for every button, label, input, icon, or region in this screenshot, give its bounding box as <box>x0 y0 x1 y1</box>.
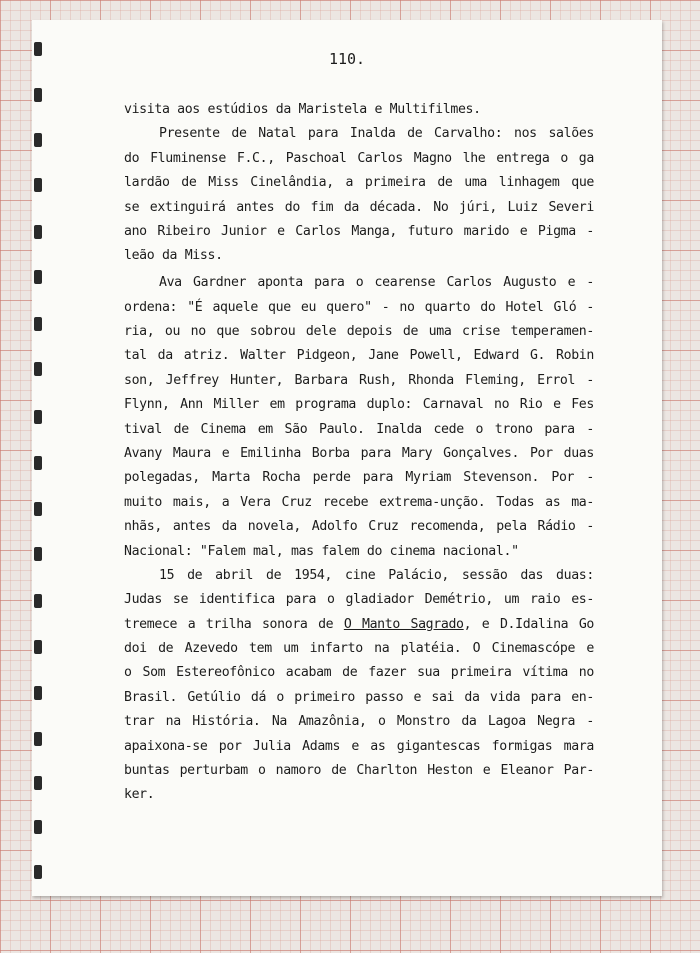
binding-hole <box>34 362 42 376</box>
binding-hole <box>34 776 42 790</box>
text-line: Ava Gardner aponta para o cearense Carlos Augusto e - <box>159 275 594 291</box>
text-line: polegadas, Marta Rocha perde para Myriam Stevenson. Por - <box>124 470 594 486</box>
text-line: visita aos estúdios da Maristela e Multifilmes. <box>124 102 481 117</box>
text-line: Brasil. Getúlio dá o primeiro passo e sai da vida para en- <box>124 689 594 705</box>
text-line: leão da Miss. <box>124 248 223 264</box>
binding-hole <box>34 502 42 516</box>
binding-hole <box>34 410 42 424</box>
text-line: doi de Azevedo tem um infarto na platéia. O Cinemascópe e <box>124 641 594 657</box>
text-line: 15 de abril de 1954, cine Palácio, sessão das duas: <box>159 567 594 583</box>
text-line: apaixona-se por Julia Adams e as gigantescas formigas mara <box>124 738 594 754</box>
text-line: ria, ou no que sobrou dele depois de uma crise temperamen- <box>124 324 594 340</box>
binding-hole <box>34 178 42 192</box>
text-line: Presente de Natal para Inalda de Carvalho: nos salões <box>159 126 594 142</box>
text-line: ker. <box>124 787 155 803</box>
text-line: o Som Estereofônico acabam de fazer sua primeira vítima no <box>124 665 594 681</box>
text-line: ordena: "É aquele que eu quero" - no quarto do Hotel Gló - <box>124 299 594 315</box>
binding-hole <box>34 640 42 654</box>
text-line: tremece a trilha sonora de O Manto Sagrado, e D.Idalina Go <box>124 616 595 632</box>
text-line: Judas se identifica para o gladiador Demétrio, um raio es- <box>124 592 594 608</box>
text-line: se extinguirá antes do fim da década. No júri, Luiz Severi <box>124 199 594 215</box>
text-line: buntas perturbam o namoro de Charlton Heston e Eleanor Par- <box>124 763 594 779</box>
binding-hole <box>34 270 42 284</box>
text-line: ano Ribeiro Junior e Carlos Manga, futuro marido e Pigma - <box>124 223 594 239</box>
typed-page <box>32 20 662 896</box>
text-line: Avany Maura e Emilinha Borba para Mary Gonçalves. Por duas <box>124 445 594 461</box>
text-line: tival de Cinema em São Paulo. Inalda cede o trono para - <box>124 421 594 437</box>
page-text <box>124 98 594 808</box>
text-line: trar na História. Na Amazônia, o Monstro da Lagoa Negra - <box>124 714 594 730</box>
binding-hole <box>34 594 42 608</box>
binding-hole <box>34 732 42 746</box>
binding-hole <box>34 133 42 147</box>
binding-hole <box>34 317 42 331</box>
text-line: Flynn, Ann Miller em programa duplo: Carnaval no Rio e Fes <box>124 397 594 413</box>
text-line: do Fluminense F.C., Paschoal Carlos Magno lhe entrega o ga <box>124 150 594 166</box>
page-number: 110. <box>328 50 366 68</box>
text-line: muito mais, a Vera Cruz recebe extrema-unção. Todas as ma- <box>124 494 594 510</box>
binding-hole <box>34 820 42 834</box>
binding-hole <box>34 456 42 470</box>
text-line: tal da atriz. Walter Pidgeon, Jane Powell, Edward G. Robin <box>124 348 594 364</box>
binding-hole <box>34 88 42 102</box>
spiral-binding <box>32 20 46 896</box>
binding-hole <box>34 686 42 700</box>
binding-hole <box>34 865 42 879</box>
binding-hole <box>34 547 42 561</box>
binding-hole <box>34 225 42 239</box>
text-line: son, Jeffrey Hunter, Barbara Rush, Rhonda Fleming, Errol - <box>124 372 594 388</box>
text-line: nhãs, antes da novela, Adolfo Cruz recomenda, pela Rádio - <box>124 519 594 535</box>
text-line: Nacional: "Falem mal, mas falem do cinema nacional." <box>124 543 519 559</box>
film-title-underlined: O Manto Sagrado <box>343 616 464 632</box>
text-line: lardão de Miss Cinelândia, a primeira de uma linhagem que <box>124 175 594 191</box>
